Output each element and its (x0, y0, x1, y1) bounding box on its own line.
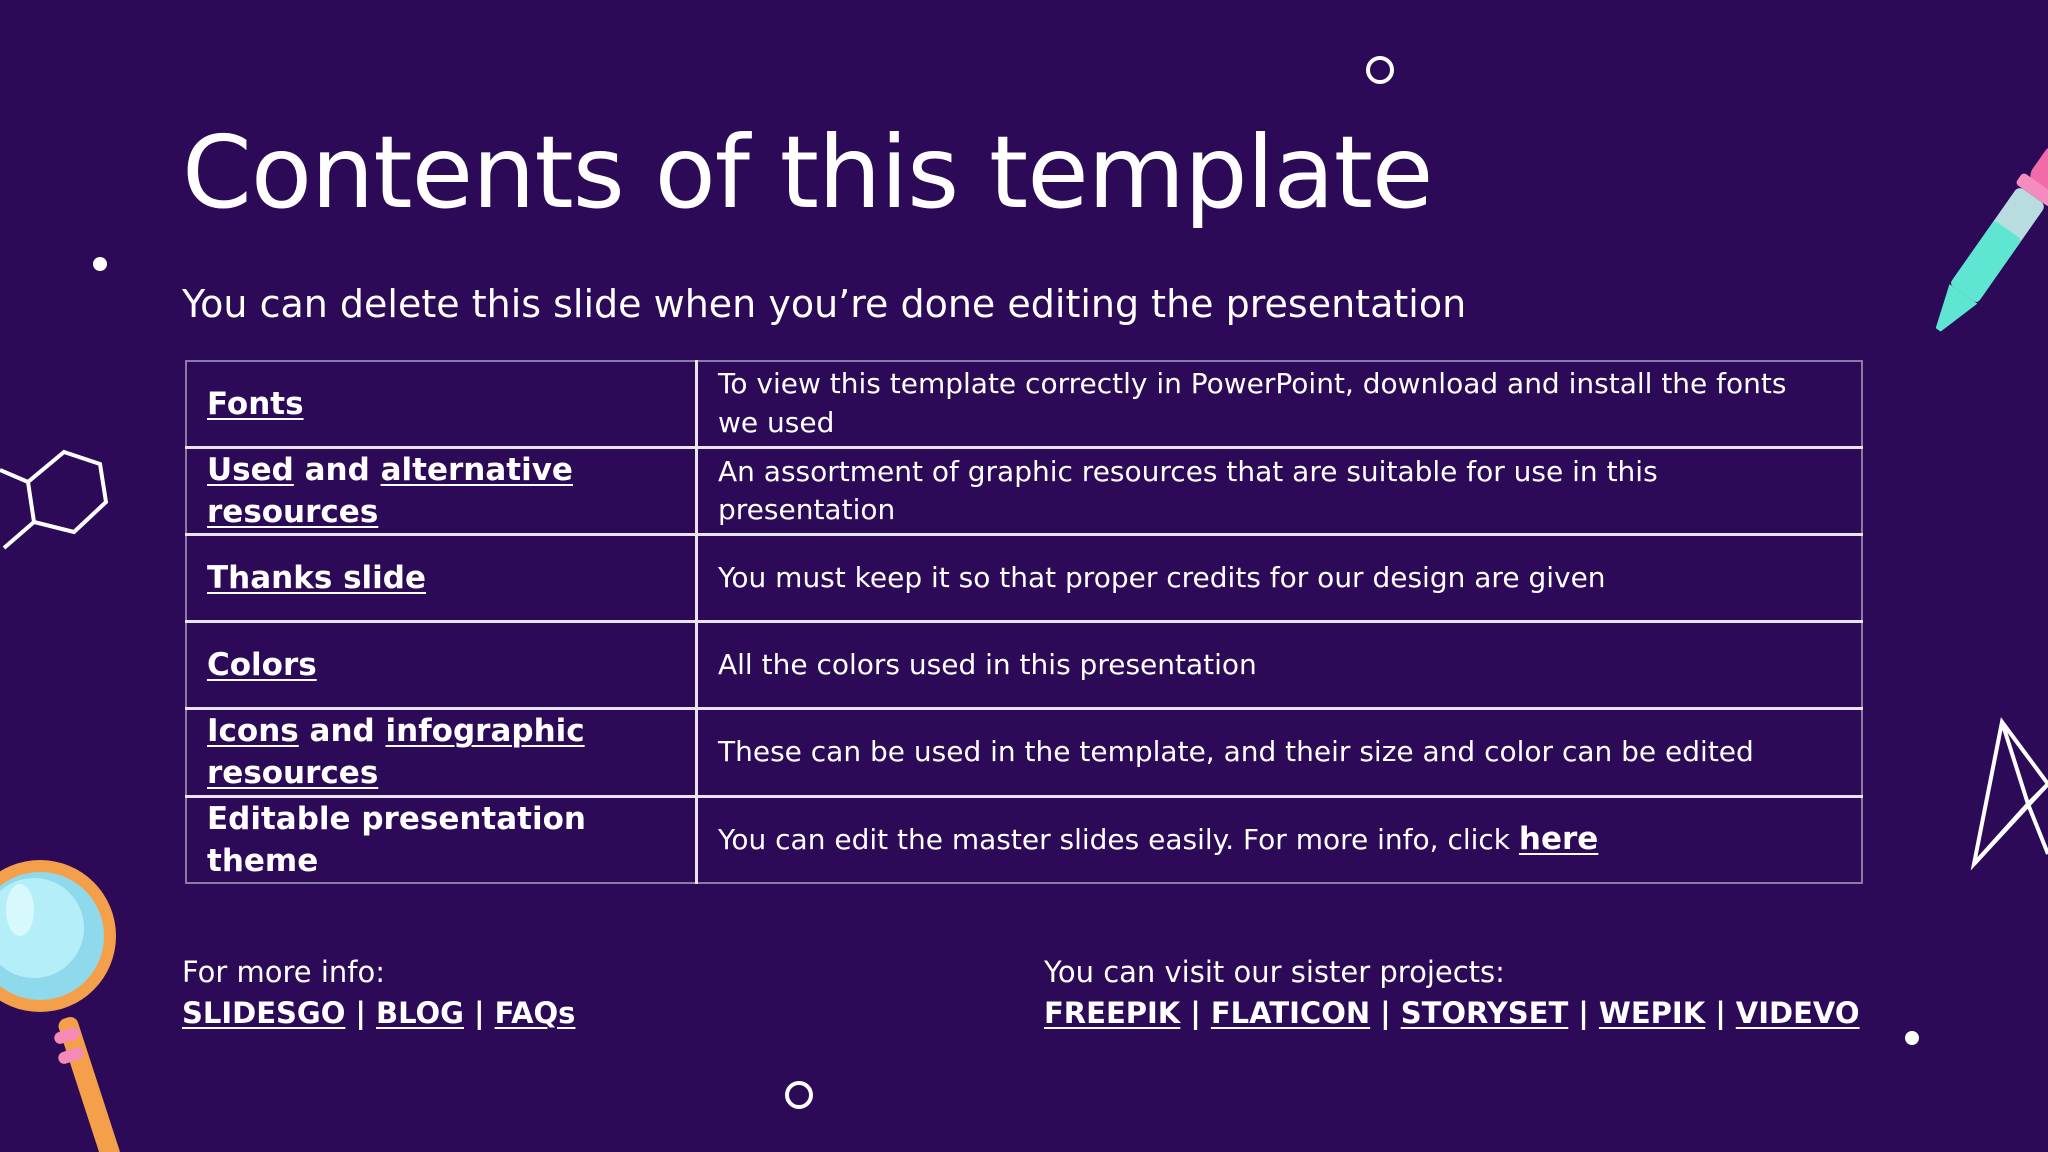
footer-links (182, 993, 575, 1034)
row-description-text: You can edit the master slides easily. For more info, click (718, 823, 1519, 857)
separator: | (355, 995, 366, 1030)
row-description: All the colors used in this presentation (697, 622, 1863, 709)
page-subtitle: You can delete this slide when you’re done editing the presentation (182, 282, 1467, 326)
row-label (186, 448, 697, 535)
row-label-text: and (298, 713, 386, 750)
hexagon-molecule-icon (0, 440, 120, 560)
thanks-slide-link[interactable]: Thanks slide (207, 560, 426, 597)
flaticon-link[interactable]: FLATICON (1210, 995, 1371, 1030)
alternative-resources-link[interactable]: alternative resources (207, 452, 573, 531)
table-row (186, 361, 1862, 448)
separator: | (1380, 995, 1391, 1030)
footer-links (1044, 993, 1860, 1034)
row-label (186, 622, 697, 709)
separator: | (1578, 995, 1589, 1030)
colors-link[interactable]: Colors (207, 647, 317, 684)
storyset-link[interactable]: STORYSET (1400, 995, 1569, 1030)
table-row (186, 622, 1862, 709)
used-resources-link[interactable]: Used (207, 452, 294, 488)
separator: | (1190, 995, 1201, 1030)
table-row (186, 709, 1862, 796)
row-label (186, 535, 697, 622)
row-description: These can be used in the template, and their size and color can be edited (697, 709, 1863, 796)
faqs-link[interactable]: FAQs (494, 995, 576, 1030)
pyramid-icon (1966, 714, 2048, 874)
magnifying-glass-icon (0, 840, 140, 1152)
dropper-icon (1918, 130, 2048, 370)
freepik-link[interactable]: FREEPIK (1044, 995, 1181, 1030)
row-label-text: and (293, 452, 381, 488)
row-description: To view this template correctly in PowerPoint, download and install the fonts we used (697, 361, 1863, 448)
row-label (186, 361, 697, 448)
footer-more-info (182, 952, 575, 1033)
page-title: Contents of this template (182, 114, 1433, 231)
blog-link[interactable]: BLOG (375, 995, 464, 1030)
row-description: You must keep it so that proper credits for our design are given (697, 535, 1863, 622)
ring-icon (1363, 53, 1397, 87)
fonts-link[interactable]: Fonts (207, 385, 304, 422)
ring-icon (782, 1078, 816, 1112)
table-row (186, 796, 1862, 883)
infographic-resources-link[interactable]: infographic resources (207, 713, 585, 792)
wepik-link[interactable]: WEPIK (1598, 995, 1706, 1030)
table-row (186, 448, 1862, 535)
icons-link[interactable]: Icons (207, 713, 299, 750)
here-link[interactable]: here (1518, 821, 1599, 858)
dot-icon (1904, 1030, 1920, 1046)
separator: | (474, 995, 485, 1030)
slidesgo-link[interactable]: SLIDESGO (182, 995, 346, 1030)
footer-heading: You can visit our sister projects: (1044, 955, 1505, 989)
row-label: Editable presentation theme (186, 796, 697, 883)
dot-icon (92, 256, 108, 272)
footer-sister-projects (1044, 952, 1860, 1033)
footer-heading: For more info: (182, 955, 386, 989)
row-label (186, 709, 697, 796)
row-description: An assortment of graphic resources that are suitable for use in this presentation (697, 448, 1863, 535)
contents-table (185, 360, 1863, 884)
table-row (186, 535, 1862, 622)
videvo-link[interactable]: VIDEVO (1735, 995, 1860, 1030)
separator: | (1715, 995, 1726, 1030)
row-description (697, 796, 1863, 883)
